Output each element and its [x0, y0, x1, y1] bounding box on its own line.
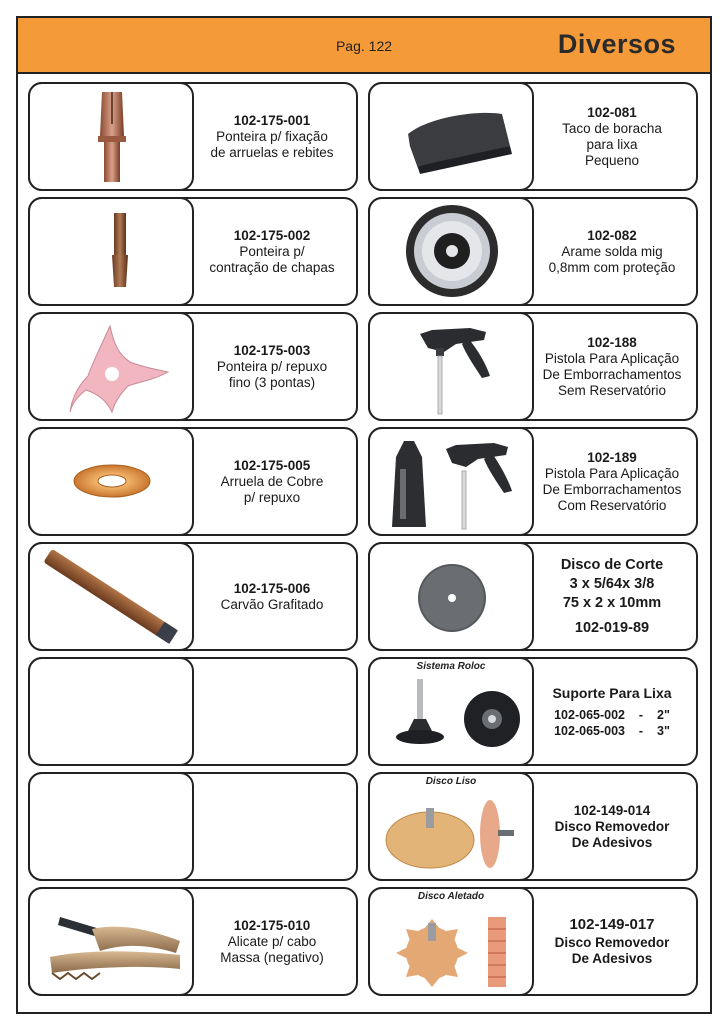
collet-tip-icon	[30, 84, 192, 189]
product-card-102-019-89	[368, 542, 698, 651]
spray-gun-icon	[370, 314, 532, 419]
product-code: 102-149-014	[573, 802, 651, 818]
product-code: 102-081	[587, 104, 637, 120]
smooth-eraser-disc-icon	[370, 774, 532, 879]
variant-sep: -	[638, 707, 644, 722]
product-title-line: Disco de Corte	[560, 556, 664, 573]
product-code: 102-082	[587, 227, 637, 243]
product-desc-line: Massa (negativo)	[220, 949, 324, 965]
product-code: 102-175-002	[233, 227, 311, 243]
product-desc-line: 0,8mm com proteção	[548, 259, 676, 275]
product-text	[534, 659, 690, 764]
product-card-102-149-014	[368, 772, 698, 881]
product-variant-row	[554, 723, 670, 739]
product-image	[28, 657, 194, 766]
product-card-102-175-006	[28, 542, 358, 651]
three-point-star-icon	[30, 314, 192, 419]
product-text	[534, 774, 690, 879]
product-code: 102-019-89	[574, 619, 650, 636]
page-number: Pag. 122	[335, 38, 393, 54]
product-text	[194, 314, 350, 419]
product-desc-line: Carvão Grafitado	[220, 596, 324, 612]
product-image	[28, 772, 194, 881]
header-bar	[16, 16, 712, 74]
product-text	[194, 199, 350, 304]
product-text	[194, 429, 350, 534]
product-text	[534, 889, 690, 994]
empty-card	[28, 772, 358, 881]
product-text	[534, 199, 690, 304]
image-caption: Disco Liso	[425, 776, 477, 787]
product-title-line: De Adesivos	[571, 834, 653, 850]
product-image	[368, 427, 534, 536]
product-text	[194, 84, 350, 189]
tapered-tip-icon	[30, 199, 192, 304]
section-title: Diversos	[557, 29, 676, 59]
product-desc-line: Ponteira p/ repuxo	[216, 358, 328, 374]
variant-size: 2"	[657, 707, 670, 722]
product-image	[28, 542, 194, 651]
product-card-102-175-001	[28, 82, 358, 191]
product-title-line: 3 x 5/64x 3/8	[569, 575, 655, 592]
cutting-disc-icon	[370, 544, 532, 649]
product-desc-line: De Emborrachamentos	[542, 481, 682, 497]
image-caption: Disco Aletado	[417, 891, 485, 902]
product-desc-line: Sem Reservatório	[557, 382, 667, 398]
product-title-line: Disco Removedor	[554, 818, 670, 834]
product-card-102-189	[368, 427, 698, 536]
product-card-102-175-005	[28, 427, 358, 536]
product-title-line: De Adesivos	[571, 950, 653, 966]
product-image	[368, 82, 534, 191]
product-code: 102-175-006	[233, 580, 311, 596]
product-desc-line: de arruelas e rebites	[210, 144, 334, 160]
variant-sep: -	[638, 723, 644, 738]
product-desc-line: De Emborrachamentos	[542, 366, 682, 382]
product-text	[194, 889, 350, 994]
product-desc-line: Com Reservatório	[557, 497, 667, 513]
product-image	[368, 887, 534, 996]
product-card-102-188	[368, 312, 698, 421]
product-text	[534, 84, 690, 189]
product-text	[194, 544, 350, 649]
product-card-102-175-003	[28, 312, 358, 421]
product-code: 102-175-001	[233, 112, 311, 128]
product-image	[368, 657, 534, 766]
product-desc-line: contração de chapas	[209, 259, 335, 275]
product-card-102-081	[368, 82, 698, 191]
product-card-102-175-002	[28, 197, 358, 306]
roloc-holder-icon	[370, 659, 532, 764]
product-title: Suporte Para Lixa	[552, 684, 672, 701]
empty-card	[28, 657, 358, 766]
sanding-block-icon	[370, 84, 532, 189]
variant-size: 3"	[657, 723, 670, 738]
product-code: 102-149-017	[569, 915, 655, 933]
product-code: 102-175-010	[233, 917, 311, 933]
copper-washer-icon	[30, 429, 192, 534]
product-card-102-175-010	[28, 887, 358, 996]
product-card-102-082	[368, 197, 698, 306]
variant-code: 102-065-002	[554, 707, 626, 722]
product-text	[534, 544, 690, 649]
product-text	[534, 314, 690, 419]
wire-spool-icon	[370, 199, 532, 304]
product-desc-line: Pistola Para Aplicação	[544, 350, 680, 366]
ground-clamp-icon	[30, 889, 192, 994]
product-variant-row	[554, 707, 670, 723]
product-image	[28, 197, 194, 306]
product-desc-line: p/ repuxo	[243, 489, 301, 505]
product-image	[28, 887, 194, 996]
product-image	[368, 542, 534, 651]
product-image	[368, 312, 534, 421]
spray-gun-reservoir-icon	[370, 429, 532, 534]
product-code: 102-189	[587, 449, 637, 465]
product-desc-line: Alicate p/ cabo	[227, 933, 317, 949]
product-desc-line: Pequeno	[584, 152, 640, 168]
product-desc-line: para lixa	[586, 136, 638, 152]
variant-code: 102-065-003	[554, 723, 626, 738]
finned-eraser-disc-icon	[370, 889, 532, 994]
product-desc-line: Taco de boracha	[562, 120, 662, 136]
product-code: 102-188	[587, 334, 637, 350]
product-image	[28, 82, 194, 191]
product-text	[534, 429, 690, 534]
product-code: 102-175-003	[233, 342, 311, 358]
product-title-line: 75 x 2 x 10mm	[562, 594, 662, 611]
product-image	[368, 772, 534, 881]
product-desc-line: Arruela de Cobre	[220, 473, 324, 489]
product-card-102-149-017	[368, 887, 698, 996]
product-desc-line: fino (3 pontas)	[228, 374, 316, 390]
image-caption: Sistema Roloc	[416, 661, 486, 672]
product-title-line: Disco Removedor	[554, 934, 670, 950]
product-image	[368, 197, 534, 306]
product-desc-line: Arame solda mig	[561, 243, 663, 259]
product-desc-line: Ponteira p/ fixação	[216, 128, 328, 144]
product-desc-line: Ponteira p/	[239, 243, 305, 259]
product-code: 102-175-005	[233, 457, 311, 473]
product-image	[28, 312, 194, 421]
graphite-rod-icon	[30, 544, 192, 649]
product-card-roloc	[368, 657, 698, 766]
product-image	[28, 427, 194, 536]
product-desc-line: Pistola Para Aplicação	[544, 465, 680, 481]
